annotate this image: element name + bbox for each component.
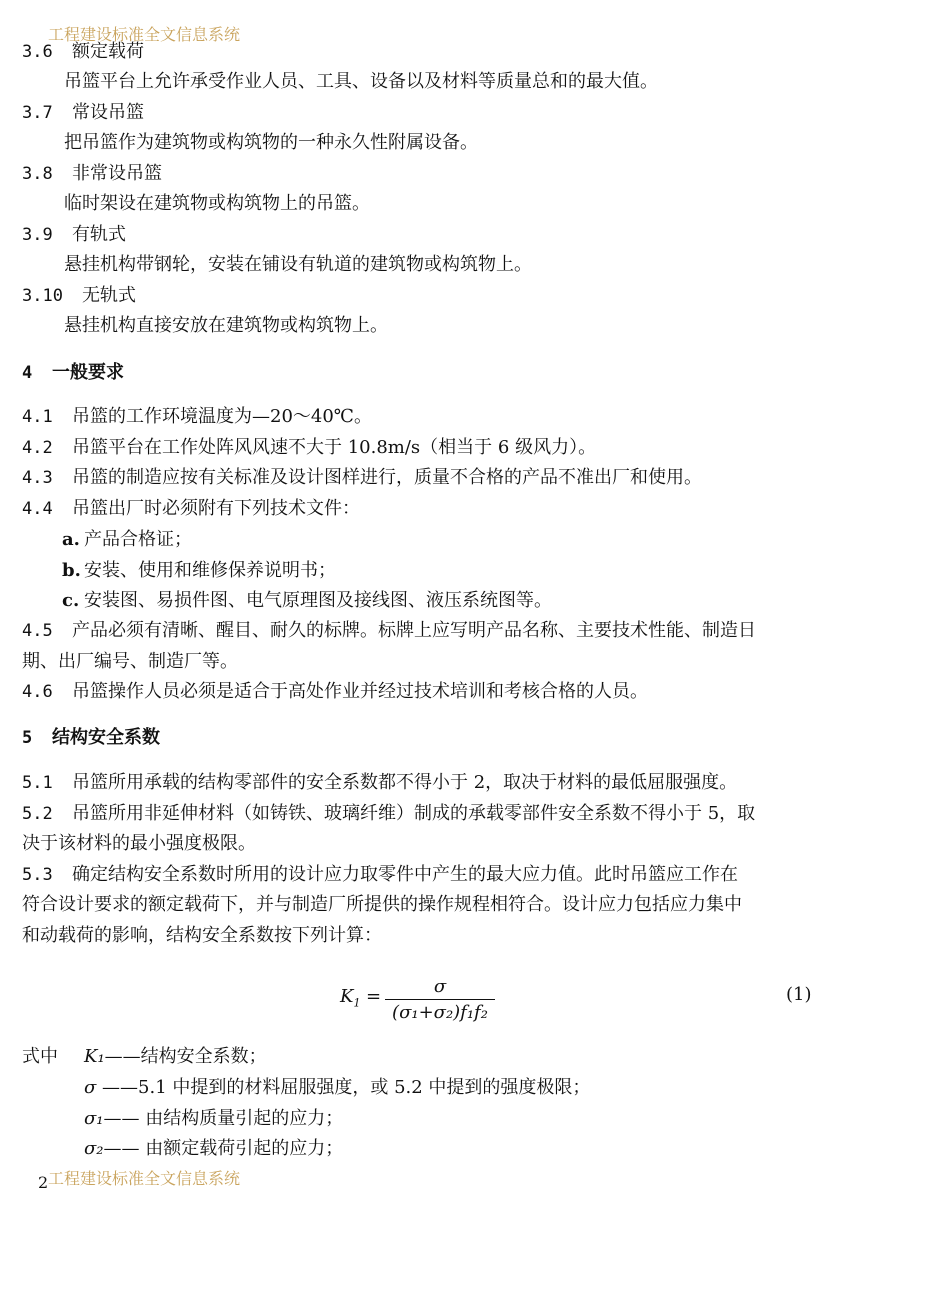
formula-denominator: (σ₁+σ₂)f₁f₂ (392, 1002, 488, 1023)
list-item-a: a. 产品合格证； (62, 529, 192, 550)
formula-lhs: $K_1$ (340, 986, 361, 1010)
clause-4-5: 4.5 产品必须有清晰、醒目、耐久的标牌。标牌上应写明产品名称、主要技术性能、制造日 (22, 620, 756, 641)
clause-3-7-title: 3.7 常设吊篮 (22, 102, 144, 123)
list-item-b: b. 安装、使用和维修保养说明书； (62, 560, 336, 581)
clause-4-5-cont: 期、出厂编号、制造厂等。 (22, 651, 238, 672)
clause-3-7-body: 把吊篮作为建筑物或构筑物的一种永久性附属设备。 (64, 132, 478, 153)
page-number: 2 (38, 1173, 49, 1192)
clause-5-3-cont1: 符合设计要求的额定载荷下，并与制造厂所提供的操作规程相符合。设计应力包括应力集中 (22, 894, 742, 915)
clause-3-10-title: 3.10 无轨式 (22, 285, 136, 306)
section-4-heading: 4 一般要求 (22, 362, 124, 383)
where-sigma: σ ——5.1 中提到的材料屈服强度，或 5.2 中提到的强度极限； (84, 1077, 591, 1098)
formula-fraction (385, 976, 495, 1023)
where-label: 式中 (22, 1046, 58, 1067)
where-sigma1: σ₁—— 由结构质量引起的应力； (84, 1108, 344, 1129)
list-item-c: c. 安装图、易损件图、电气原理图及接线图、液压系统图等。 (62, 590, 552, 611)
clause-5-3: 5.3 确定结构安全系数时所用的设计应力取零件中产生的最大应力值。此时吊篮应工作在 (22, 864, 738, 885)
clause-5-3-cont2: 和动载荷的影响，结构安全系数按下列计算： (22, 925, 382, 946)
clause-3-6-title: 3.6 额定载荷 (22, 41, 144, 62)
clause-4-1: 4.1 吊篮的工作环境温度为—20～40℃。 (22, 406, 372, 427)
clause-4-3: 4.3 吊篮的制造应按有关标准及设计图样进行，质量不合格的产品不准出厂和使用。 (22, 467, 702, 488)
clause-3-8-body: 临时架设在建筑物或构筑物上的吊篮。 (64, 193, 370, 214)
clause-4-2: 4.2 吊篮平台在工作处阵风风速不大于 10.8m/s（相当于 6 级风力）。 (22, 437, 597, 458)
where-k1: K₁——结构安全系数； (84, 1046, 267, 1067)
clause-3-9-title: 3.9 有轨式 (22, 224, 126, 245)
clause-4-4: 4.4 吊篮出厂时必须附有下列技术文件： (22, 498, 360, 519)
clause-4-6: 4.6 吊篮操作人员必须是适合于高处作业并经过技术培训和考核合格的人员。 (22, 681, 648, 702)
formula-equals: = (366, 986, 382, 1007)
clause-5-2: 5.2 吊篮所用非延伸材料（如铸铁、玻璃纤维）制成的承载零部件安全系数不得小于 5，取 (22, 803, 756, 824)
clause-3-10-body: 悬挂机构直接安放在建筑物或构筑物上。 (64, 315, 388, 336)
watermark-top: 工程建设标准全文信息系统 (48, 25, 241, 44)
fraction-bar (385, 999, 495, 1000)
equation-number: (1) (786, 984, 812, 1005)
section-5-heading: 5 结构安全系数 (22, 727, 160, 748)
clause-5-1: 5.1 吊篮所用承载的结构零部件的安全系数都不得小于 2，取决于材料的最低屈服强度。 (22, 772, 738, 793)
watermark-bottom: 工程建设标准全文信息系统 (48, 1169, 241, 1188)
formula-numerator: σ (433, 976, 447, 997)
clause-5-2-cont: 决于该材料的最小强度极限。 (22, 833, 256, 854)
clause-3-6-body: 吊篮平台上允许承受作业人员、工具、设备以及材料等质量总和的最大值。 (64, 71, 658, 92)
where-sigma2: σ₂—— 由额定载荷引起的应力； (84, 1138, 344, 1159)
clause-3-8-title: 3.8 非常设吊篮 (22, 163, 162, 184)
clause-3-9-body: 悬挂机构带钢轮，安装在铺设有轨道的建筑物或构筑物上。 (64, 254, 532, 275)
